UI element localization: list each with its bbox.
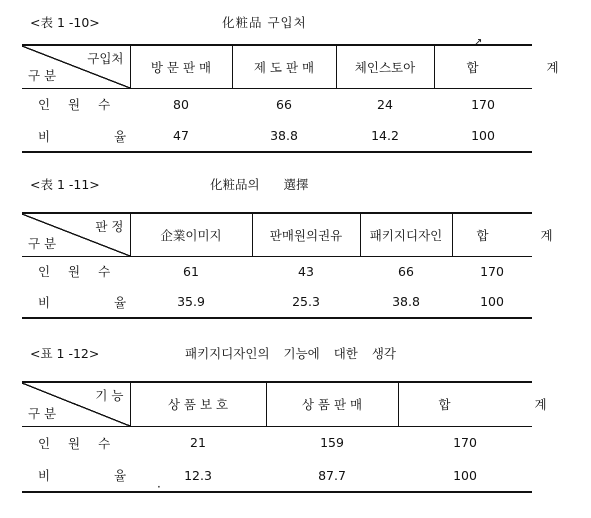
- corner-top-label: 기 능: [95, 388, 124, 403]
- column-header: 企業이미지: [130, 213, 252, 256]
- table-cell: 35.9: [130, 286, 252, 318]
- table-1-10-number: <表 1 -10>: [30, 15, 100, 30]
- table-row: [22, 256, 532, 286]
- table-1-12: [22, 381, 587, 493]
- corner-bottom-label: 구 분: [28, 405, 57, 421]
- table-1-11-number: <表 1 -11>: [30, 177, 100, 192]
- column-header: 상 품 보 호: [130, 382, 266, 426]
- table-cell: 43: [298, 263, 314, 279]
- table-1-12-number: <표 1 -12>: [30, 346, 100, 361]
- corner-bottom-label: 구 분: [28, 235, 57, 251]
- column-header: 상 품 판 매: [266, 382, 398, 426]
- table-row: [22, 286, 532, 318]
- table-cell: 38.8: [360, 286, 452, 318]
- column-header: 판매원의권유: [252, 213, 360, 256]
- column-header: 방 문 판 매: [130, 45, 232, 88]
- row-label: 인 원 수: [38, 97, 118, 113]
- table-cell: 66: [276, 96, 292, 112]
- table-cell: 21: [190, 435, 206, 451]
- table-cell: 24: [377, 96, 393, 112]
- table-1-12-title: 패키지디자인의 기능에 대한 생각: [185, 346, 396, 361]
- table-cell: 25.3: [252, 286, 360, 318]
- column-header: 합 계: [452, 213, 532, 256]
- table-1-10-title: 化粧品 구입처: [222, 15, 307, 30]
- table-cell: 14.2: [336, 120, 434, 152]
- table-cell: 47: [130, 120, 232, 152]
- table-cell: 80: [173, 96, 189, 112]
- table-cell: 159: [320, 435, 344, 451]
- table-cell: 66: [398, 263, 414, 279]
- table-1-11: [22, 212, 577, 319]
- row-label: 비 율: [22, 120, 130, 152]
- table-cell: 87.7: [266, 459, 398, 492]
- table-cell: 170: [453, 435, 477, 451]
- corner-bottom-label: 구 분: [28, 67, 57, 83]
- table-row: [22, 120, 532, 152]
- table-1-11-corner-header: [22, 213, 130, 256]
- column-header: 제 도 판 매: [232, 45, 336, 88]
- table-cell: 100: [452, 286, 532, 318]
- table-cell: 100: [434, 120, 532, 152]
- row-label: 인 원 수: [38, 264, 118, 280]
- column-header: 패키지디자인: [360, 213, 452, 256]
- column-header: 합 계: [434, 45, 532, 88]
- stray-dot: ·: [157, 480, 161, 494]
- table-row: [22, 426, 532, 459]
- table-row: [22, 88, 532, 120]
- column-header: 체인스토아: [336, 45, 434, 88]
- table-cell: 38.8: [232, 120, 336, 152]
- table-cell: 170: [471, 96, 495, 112]
- row-label: 비 율: [22, 286, 130, 318]
- row-label: 비 율: [22, 459, 130, 492]
- corner-top-label: 구입처: [87, 51, 124, 66]
- pen-mark: ↗: [474, 37, 483, 48]
- table-1-12-corner-header: [22, 382, 130, 426]
- table-cell: 12.3: [130, 459, 266, 492]
- corner-top-label: 판 정: [95, 219, 124, 234]
- table-cell: 61: [183, 263, 199, 279]
- table-cell: 100: [398, 459, 532, 492]
- table-1-11-title: 化粧品의 選擇: [210, 177, 309, 192]
- table-cell: 170: [480, 263, 504, 279]
- table-1-10: [22, 44, 591, 153]
- column-header: 합 계: [398, 382, 532, 426]
- table-1-10-corner-header: [22, 45, 130, 88]
- table-row: [22, 459, 532, 492]
- row-label: 인 원 수: [38, 435, 118, 451]
